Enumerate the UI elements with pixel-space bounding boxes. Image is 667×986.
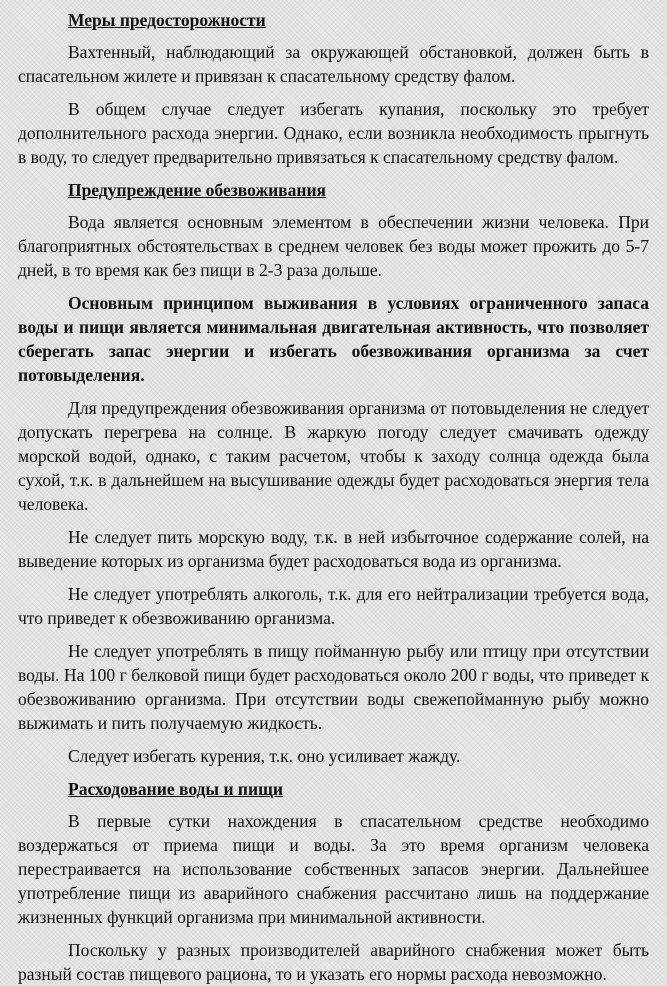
heading-dehydration-prevention: Предупреждение обезвоживания xyxy=(68,180,327,200)
paragraph: Вода является основным элементом в обеспечении жизни человека. При благоприятных обстоятельствах в среднем человек без воды может прожить до 5-7 дней, в то время как без пищи в 2-3 раза дольше. xyxy=(18,212,649,280)
paragraph: В первые сутки нахождения в спасательном средстве необходимо воздержаться от приема пищи и воды. За это время организм человека перестраивается на использование собственных запасов энергии. Дальнейшее употребление пищи из аварийного снабжения рассчитано лишь на поддержание жизненных функций организма при минимальной активности. xyxy=(18,811,649,927)
paragraph: Не следует употреблять в пищу пойманную рыбу или птицу при отсутствии воды. На 100 г белковой пищи будет расходоваться около 200 г воды, что приведет к обезвоживанию организма. При отсутствии воды свежепойманную рыбу можно выжимать и пить получаемую жидкость. xyxy=(18,641,649,733)
paragraph: Не следует употреблять алкоголь, т.к. для его нейтрализации требуется вода, что приведет к обезвоживанию организма. xyxy=(18,584,649,628)
paragraph: В общем случае следует избегать купания, поскольку это требует дополнительного расхода энергии. Однако, если возникла необходимость прыгнуть в воду, то следует предварительно привязаться к спасательному средству фалом. xyxy=(18,99,649,167)
paragraph: Для предупреждения обезвоживания организма от потовыделения не следует допускать перегрева на солнце. В жаркую погоду следует смачивать одежду морской водой, однако, с таким расчетом, чтобы к заходу солнца одежда была сухой, т.к. в дальнейшем на высушивание одежды будет расходоваться энергия тела человека. xyxy=(18,398,649,514)
heading-precautions: Меры предосторожности xyxy=(68,10,266,30)
paragraph: Не следует пить морскую воду, т.к. в ней избыточное содержание солей, на выведение которых из организма будет расходоваться вода из организма. xyxy=(18,527,649,571)
paragraph-bold-principle: Основным принципом выживания в условиях ограниченного запаса воды и пищи является минимальная двигательная активность, что позволяет сберегать запас энергии и избегать обезвоживания организма за счет потовыделения. xyxy=(18,293,649,385)
paragraph: Вахтенный, наблюдающий за окружающей обстановкой, должен быть в спасательном жилете и привязан к спасательному средству фалом. xyxy=(18,42,649,86)
paragraph: Следует избегать курения, т.к. оно усиливает жажду. xyxy=(68,746,461,766)
heading-water-food-consumption: Расходование воды и пищи xyxy=(68,779,283,799)
paragraph: Поскольку у разных производителей аварийного снабжения может быть разный состав пищевого рациона, то и указать его нормы расхода невозможно. xyxy=(18,940,649,984)
